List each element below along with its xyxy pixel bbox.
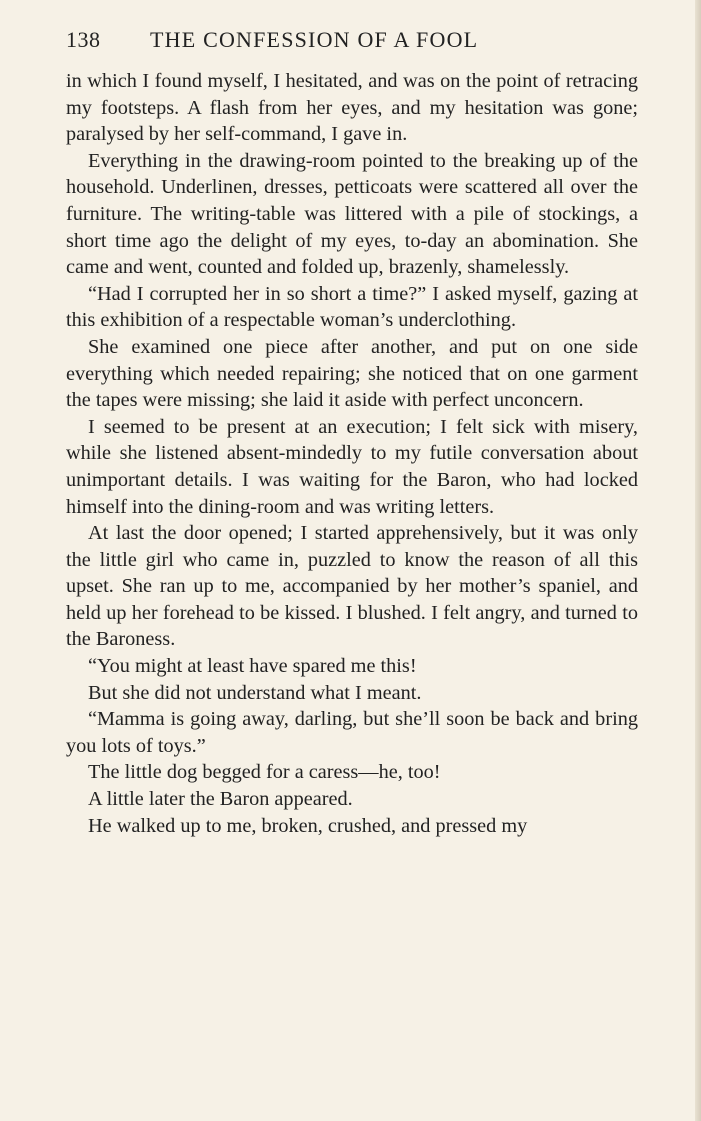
paragraph: He walked up to me, broken, crushed, and pressed my — [88, 814, 528, 837]
paragraph: “You might at least have spared me this! — [88, 655, 417, 678]
page-header — [66, 20, 638, 60]
paragraph: Everything in the drawing-room pointed to the breaking up of the household. Underlinen, dresses, petticoats were scattered all over the furniture. The writing-table was littered with a pile of stockings, a short time ago the delight of my eyes, to-day an abomination. She came and went, counted and folded up, brazenly, shamelessly. — [66, 149, 638, 279]
paragraph: She examined one piece after another, and put on one side everything which needed repairing; she noticed that on one garment the tapes were missing; she laid it aside with perfect unconcern. — [66, 335, 638, 412]
paragraph: At last the door opened; I started apprehensively, but it was only the little girl who came in, puzzled to know the reason of all this upset. She ran up to me, accompanied by her mother’s spaniel, and held up her forehead to be kissed. I blushed. I felt angry, and turned to the Baroness. — [66, 522, 638, 651]
page-body — [66, 68, 638, 839]
page-number: 138 — [66, 27, 101, 52]
paragraph: I seemed to be present at an execution; I felt sick with misery, while she listened absent-mindedly to my futile conversation about unimportant details. I was waiting for the Baron, who had locked himself into the dining-room and was writing letters. — [66, 415, 638, 518]
running-head: THE CONFESSION OF A FOOL — [150, 27, 479, 52]
paragraph: “Mamma is going away, darling, but she’ll soon be back and bring you lots of toys.” — [66, 708, 638, 757]
page-edge — [695, 0, 701, 1121]
paragraph: “Had I corrupted her in so short a time?” I asked myself, gazing at this exhibition of a respectable woman’s underclothing. — [66, 282, 638, 332]
paragraph: in which I found myself, I hesitated, and was on the point of retracing my footsteps. A flash from her eyes, and my hesitation was gone; paralysed by her self-command, I gave in. — [66, 70, 638, 146]
paragraph: But she did not understand what I meant. — [88, 681, 422, 704]
paragraph: A little later the Baron appeared. — [88, 788, 353, 811]
paragraph: The little dog begged for a caress—he, too! — [88, 761, 441, 784]
